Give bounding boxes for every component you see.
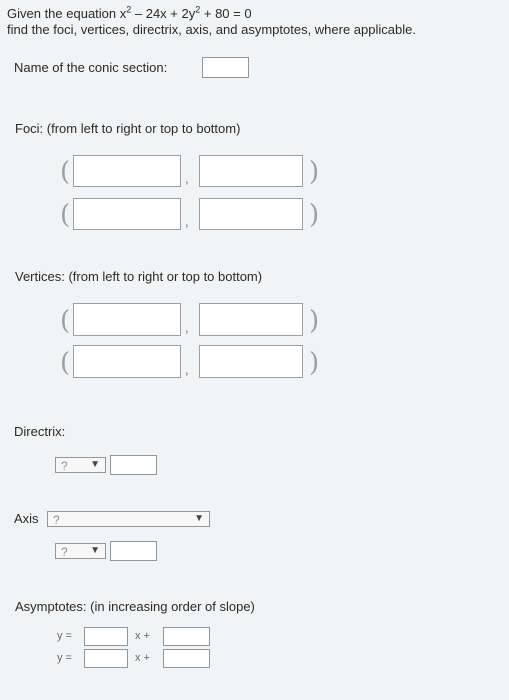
vertices-2-x-input[interactable] xyxy=(73,345,181,378)
foci-1-comma: , xyxy=(185,171,189,186)
axis-label: Axis xyxy=(14,511,39,526)
vertices-2-close-paren: ) xyxy=(309,348,320,378)
directrix-select[interactable] xyxy=(55,457,106,473)
foci-label: Foci: (from left to right or top to bottom) xyxy=(15,121,241,136)
axis-select[interactable] xyxy=(47,511,210,527)
vertices-2-y-input[interactable] xyxy=(199,345,303,378)
asymptote-2-y-equals: y = xyxy=(57,652,72,664)
asymptote-1-slope-input[interactable] xyxy=(84,627,128,646)
asymptotes-label: Asymptotes: (in increasing order of slope) xyxy=(15,599,255,614)
foci-1-x-input[interactable] xyxy=(73,155,181,187)
vertices-2-comma: , xyxy=(185,362,189,377)
directrix-select-value: ? xyxy=(61,459,68,473)
conic-name-input[interactable] xyxy=(202,57,249,78)
equation-suffix: + 80 = 0 xyxy=(200,6,252,21)
question-equation xyxy=(7,6,252,22)
asymptote-1-intercept-input[interactable] xyxy=(163,627,210,646)
foci-2-open-paren: ( xyxy=(60,200,71,230)
axis-input[interactable] xyxy=(110,541,157,561)
asymptote-2-slope-input[interactable] xyxy=(84,649,128,668)
vertices-1-open-paren: ( xyxy=(60,306,71,336)
equation-middle: – 24x + 2y xyxy=(131,6,196,21)
directrix-label: Directrix: xyxy=(14,424,66,439)
axis-select-value: ? xyxy=(53,513,60,527)
foci-2-x-input[interactable] xyxy=(73,198,181,230)
equation-prefix: Given the equation x xyxy=(7,6,127,21)
question-instructions: find the foci, vertices, directrix, axis, and asymptotes, where applicable. xyxy=(7,22,416,37)
vertices-1-x-input[interactable] xyxy=(73,303,181,336)
foci-2-close-paren: ) xyxy=(309,200,320,230)
foci-1-y-input[interactable] xyxy=(199,155,303,187)
foci-1-open-paren: ( xyxy=(60,157,71,187)
foci-2-comma: , xyxy=(185,214,189,229)
directrix-input[interactable] xyxy=(110,455,157,475)
asymptote-2-intercept-input[interactable] xyxy=(163,649,210,668)
asymptote-1-x-plus: x + xyxy=(135,630,150,642)
vertices-label: Vertices: (from left to right or top to bottom) xyxy=(15,269,263,284)
axis-line-select-value: ? xyxy=(61,545,68,559)
chevron-down-icon: ▼ xyxy=(90,459,100,470)
axis-line-select[interactable] xyxy=(55,543,106,559)
foci-1-close-paren: ) xyxy=(309,157,320,187)
foci-2-y-input[interactable] xyxy=(199,198,303,230)
vertices-2-open-paren: ( xyxy=(60,348,71,378)
equation-exponent-2: 2 xyxy=(195,4,201,15)
vertices-1-y-input[interactable] xyxy=(199,303,303,336)
asymptote-1-y-equals: y = xyxy=(57,630,72,642)
vertices-1-comma: , xyxy=(185,320,189,335)
chevron-down-icon: ▼ xyxy=(90,545,100,556)
asymptote-2-x-plus: x + xyxy=(135,652,150,664)
equation-exponent-1: 2 xyxy=(126,4,132,15)
chevron-down-icon: ▼ xyxy=(194,513,204,524)
conic-name-label: Name of the conic section: xyxy=(14,60,168,75)
vertices-1-close-paren: ) xyxy=(309,306,320,336)
